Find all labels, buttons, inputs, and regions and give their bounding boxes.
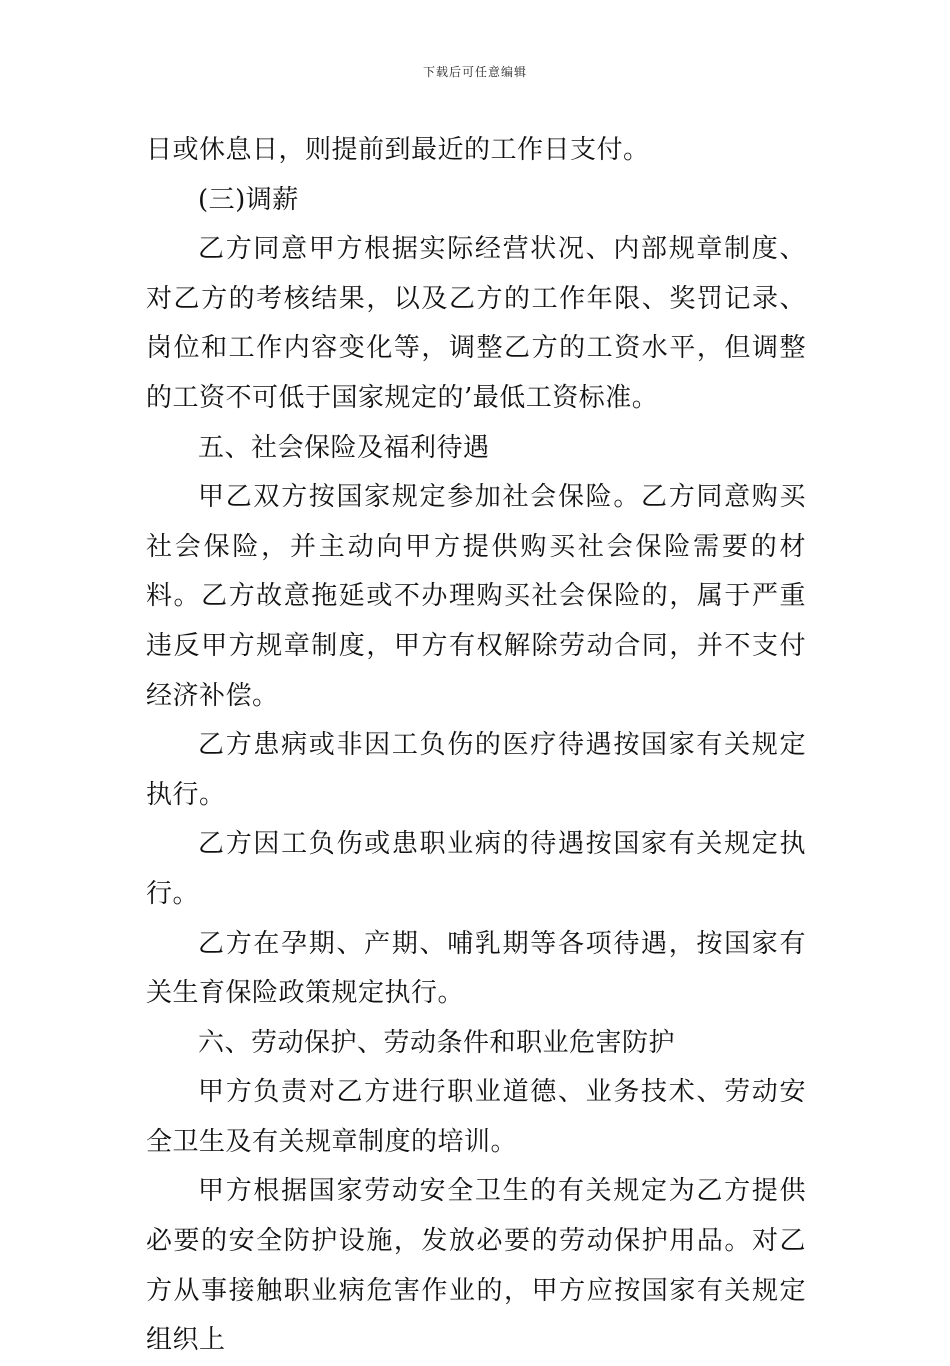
paragraph-continuation: 日或休息日，则提前到最近的工作日支付。 [146,135,650,165]
subsection-heading-salary-adjustment: (三)调薪 [198,184,299,215]
paragraph-safety-equipment: 甲方根据国家劳动安全卫生的有关规定为乙方提供必要的安全防护设施，发放必要的劳动保护用品。对乙方从事接触职业病危害作业的，甲方应按国家有关规定组织上 [146,1176,806,1356]
document-body [146,126,806,1366]
paragraph-maternity: 乙方在孕期、产期、哺乳期等各项待遇，按国家有关生育保险政策规定执行。 [146,928,806,1009]
paragraph-salary-adjustment: 乙方同意甲方根据实际经营状况、内部规章制度、对乙方的考核结果，以及乙方的工作年限、奖罚记录、岗位和工作内容变化等，调整乙方的工资水平，但调整的工资不可低于国家规定的’最低工资标准。 [146,234,806,413]
paragraph-medical-treatment: 乙方患病或非因工负伤的医疗待遇按国家有关规定执行。 [146,730,806,810]
paragraph-training: 甲方负责对乙方进行职业道德、业务技术、劳动安全卫生及有关规章制度的培训。 [146,1077,806,1157]
paragraph-social-insurance: 甲乙双方按国家规定参加社会保险。乙方同意购买社会保险，并主动向甲方提供购买社会保险需要的材料。乙方故意拖延或不办理购买社会保险的，属于严重违反甲方规章制度，甲方有权解除劳动合同，并不支付经济补偿。 [146,482,806,711]
page-header: 下载后可任意编辑 [422,65,527,79]
paragraph-work-injury: 乙方因工负伤或患职业病的待遇按国家有关规定执行。 [146,829,806,909]
section-heading-labor-protection: 六、劳动保护、劳动条件和职业危害防护 [198,1027,676,1058]
section-heading-social-insurance: 五、社会保险及福利待遇 [198,432,490,463]
